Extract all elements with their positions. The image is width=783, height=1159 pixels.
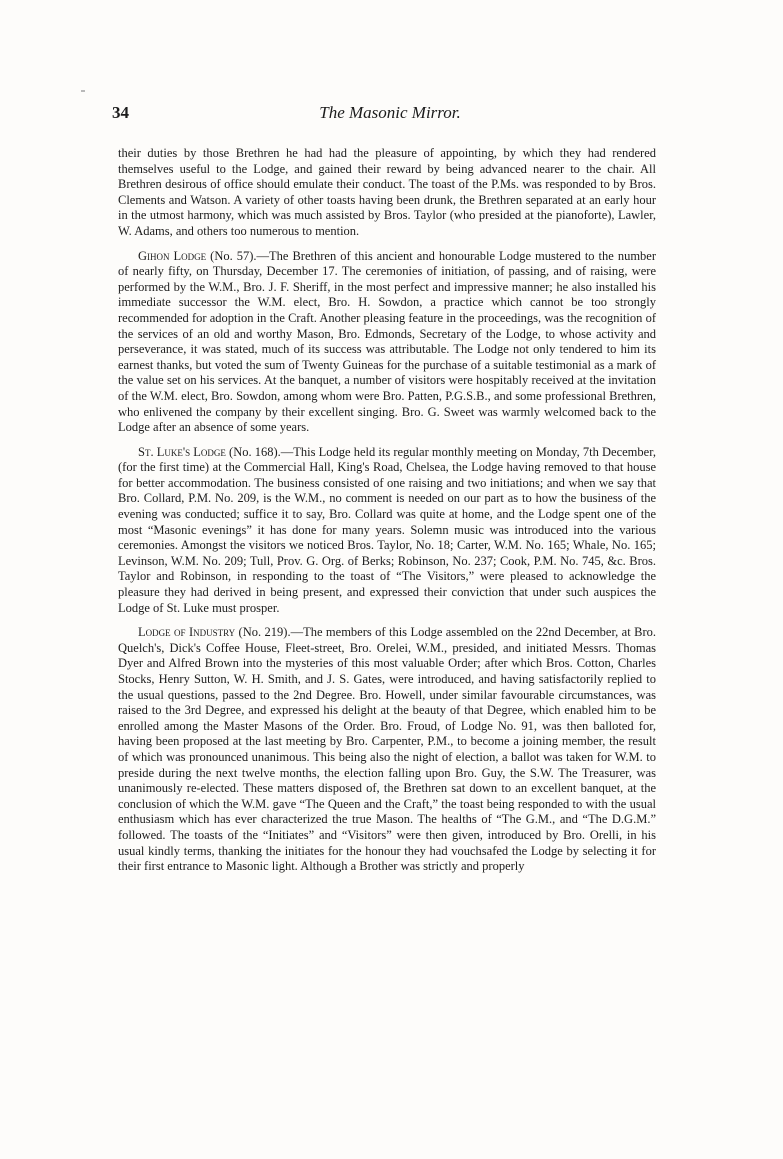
article-body bbox=[118, 146, 656, 884]
paragraph-lodge-of-industry bbox=[118, 625, 656, 875]
lodge-name: Gihon Lodge bbox=[138, 248, 207, 263]
paragraph-text: their duties by those Brethren he had had the pleasure of appointing, by which they had rendered themselves useful to the Lodge, and gained their reward by being advanced nearer to the chair. All Brethren desirous of office should emulate their conduct. The toast of the P.Ms. was responded to by Bros. Clements and Watson. A variety of other toasts having been drunk, the Brethren separated at an early hour in the utmost harmony, which was much assisted by Bros. Taylor (who presided at the pianoforte), Lawler, W. Adams, and others too numerous to mention. bbox=[118, 146, 656, 238]
paragraph-text: (No. 219).—The members of this Lodge assembled on the 22nd December, at Bro. Quelch's, Dick's Coffee House, Fleet-street, Bro. Orelei, W.M., presided, and initiated Messrs. Thomas Dyer and Alfred Brown into the mysteries of this most valuable Order; after which Bros. Cotton, Charles Stocks, Henry Sutton, W. H. Smith, and J. S. Gates, were introduced, and having satisfactorily replied to the usual questions, passed to the 2nd Degree. Bro. Howell, under similar favourable circumstances, was raised to the 3rd Degree, and expressed his delight at the beauty of that Degree, which enabled him to be enrolled among the Master Masons of the Order. Bro. Froud, of Lodge No. 91, was then balloted for, having been proposed at the last meeting by Bro. Carpenter, P.M., to become a joining member, the result of which was pronounced unanimous. This being also the night of election, a ballot was taken for W.M. to preside during the next twelve months, the election falling upon Bro. Guy, the S.W. The Treasurer, was unanimously re-elected. These matters disposed of, the Brethren sat down to an excellent banquet, at the conclusion of which the W.M. gave “The Queen and the Craft,” the toast being responded to with the usual enthusiasm which has ever characterized the true Mason. The healths of “The G.M., and “The D.G.M.” followed. The toasts of the “Initiates” and “Visitors” were then given, introduced by Bro. Orelli, in his usual kindly terms, thanking the initiates for the honour they had vouchsafed the Lodge by selecting it for their first entrance to Masonic light. Although a Brother was strictly and properly bbox=[118, 625, 656, 874]
page-header bbox=[112, 103, 668, 127]
paragraph-continuation bbox=[118, 146, 656, 240]
scan-speck bbox=[81, 90, 85, 92]
paragraph-text: (No. 57).—The Brethren of this ancient and honourable Lodge mustered to the number of nearly fifty, on Thursday, December 17. The ceremonies of initiation, of passing, and of raising, were performed by the W.M., Bro. J. F. Sheriff, in the most perfect and impressive manner; he also installed his immediate successor the W.M. elect, Bro. H. Sowdon, a practice which cannot be too strongly recommended for adoption in the Craft. Another pleasing feature in the proceedings, was the recognition of the services of an old and worthy Mason, Bro. Edmonds, Secretary of the Lodge, to whose activity and perseverance, it was stated, much of its success was attributable. The Lodge not only tendered to him its earnest thanks, but voted the sum of Twenty Guineas for the purchase of a suitable testimonial as a mark of the value set on his services. At the banquet, a number of visitors were hospitably received at the invitation of the W.M. elect, Bro. Sowdon, among whom were Bro. Patten, P.G.S.B., and some professional Brethren, who enlivened the company by their excellent singing. Bro. G. Sweet was warmly welcomed back to the Lodge after an absence of some years. bbox=[118, 248, 657, 435]
paragraph-gihon-lodge bbox=[118, 249, 656, 436]
paragraph-st-lukes-lodge bbox=[118, 445, 656, 617]
lodge-name: St. Luke's Lodge bbox=[138, 444, 226, 459]
page-number: 34 bbox=[112, 103, 129, 122]
paragraph-text: (No. 168).—This Lodge held its regular monthly meeting on Monday, 7th December, (for the first time) at the Commercial Hall, King's Road, Chelsea, the Lodge having removed to that house for better accommodation. The business consisted of one raising and two initiations; and when we say that Bro. Collard, P.M. No. 209, is the W.M., no comment is needed on our part as to how the business of the evening was conducted; suffice it to say, Bro. Collard was quite at home, and the Lodge spent one of the most “Masonic evenings” it has done for many years. Solemn music was introduced into the various ceremonies. Amongst the visitors we noticed Bros. Taylor, No. 18; Carter, W.M. No. 165; Whale, No. 165; Levinson, W.M. No. 209; Tull, Prov. G. Org. of Berks; Robinson, No. 237; Cook, P.M. No. 745, &c. Bros. Taylor and Robinson, in responding to the toast of “The Visitors,” were pleased to acknowledge the pleasure they had derived in being present, and expressed their conviction that under such auspices the Lodge of St. Luke must prosper. bbox=[118, 444, 656, 615]
running-title: The Masonic Mirror. bbox=[319, 103, 461, 122]
lodge-name: Lodge of Industry bbox=[138, 625, 236, 640]
